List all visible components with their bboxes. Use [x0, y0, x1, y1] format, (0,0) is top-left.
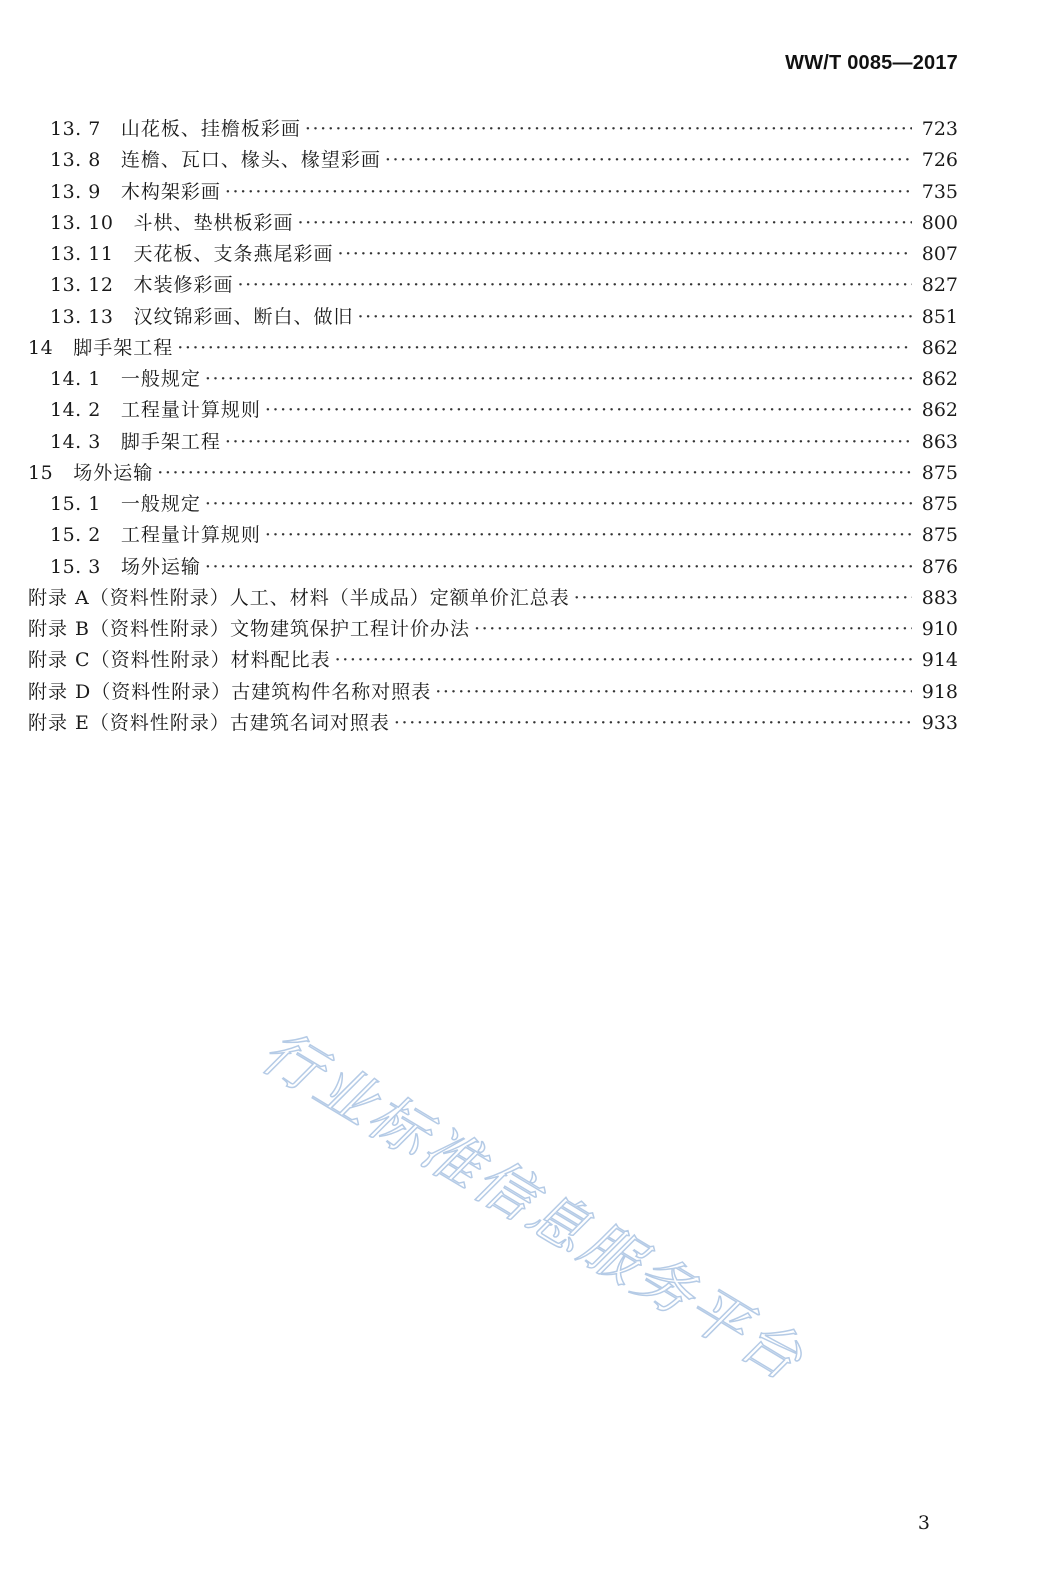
toc-dot-leader	[305, 114, 912, 145]
toc-entry-title: 附录 B（资料性附录）文物建筑保护工程计价办法	[28, 618, 471, 640]
toc-entry-page: 875	[921, 524, 958, 547]
toc-dot-leader	[474, 614, 912, 645]
toc-entry-page: 875	[921, 461, 958, 484]
toc-dot-leader	[265, 520, 912, 551]
toc-entry-number: 13. 7	[50, 118, 101, 140]
toc-dot-leader	[177, 333, 912, 364]
toc-entry-title: 木装修彩画	[133, 274, 234, 297]
toc-entry-page: 827	[921, 274, 958, 297]
toc-entry[interactable]	[0, 552, 958, 583]
toc-dot-leader	[337, 239, 912, 270]
toc-entry-title: 工程量计算规则	[120, 524, 261, 547]
toc-entry-title: 附录 C（资料性附录）材料配比表	[28, 649, 331, 672]
toc-entry-title: 天花板、支条燕尾彩画	[133, 243, 334, 265]
toc-entry-number: 14. 3	[50, 430, 101, 453]
toc-entry[interactable]	[0, 239, 958, 270]
toc-entry[interactable]	[0, 645, 958, 676]
toc-entry-number: 15. 3	[50, 555, 101, 578]
toc-entry[interactable]	[0, 145, 958, 176]
toc-entry-title: 附录 D（资料性附录）古建筑构件名称对照表	[28, 680, 432, 703]
toc-entry[interactable]	[0, 520, 958, 551]
toc-dot-leader	[237, 270, 912, 301]
toc-dot-leader	[205, 364, 912, 395]
toc-entry-title: 场外运输	[73, 461, 154, 484]
toc-entry-page: 862	[921, 336, 958, 359]
toc-entry-title: 脚手架工程	[120, 430, 221, 453]
toc-entry[interactable]	[0, 302, 958, 333]
watermark: 行业标准信息服务平台	[249, 1017, 817, 1395]
toc-entry-page: 914	[921, 649, 958, 672]
toc-entry-number: 14	[28, 336, 54, 359]
toc-dot-leader	[335, 645, 912, 676]
toc-entry[interactable]	[0, 395, 958, 426]
toc-entry-number: 13. 10	[50, 211, 114, 234]
toc-entry-page: 883	[921, 586, 958, 609]
toc-dot-leader	[205, 552, 912, 583]
toc-entry-page: 800	[921, 211, 958, 234]
toc-entry-page: 726	[921, 149, 958, 172]
toc-entry[interactable]	[0, 208, 958, 239]
toc-entry[interactable]	[0, 677, 958, 708]
toc-entry[interactable]	[0, 583, 958, 614]
toc-entry-page: 723	[921, 118, 958, 140]
toc-dot-leader	[357, 302, 912, 333]
toc-entry[interactable]	[0, 333, 958, 364]
toc-entry-title: 一般规定	[120, 368, 201, 390]
toc-entry-title: 脚手架工程	[73, 336, 174, 359]
toc-entry-page: 862	[921, 399, 958, 422]
toc-entry-page: 918	[921, 680, 958, 703]
toc-dot-leader	[265, 395, 912, 426]
toc-entry-title: 场外运输	[120, 555, 201, 578]
toc-entry[interactable]	[0, 708, 958, 739]
toc-entry-page: 933	[921, 711, 958, 734]
toc-entry-title: 木构架彩画	[120, 180, 221, 203]
toc-entry[interactable]	[0, 489, 958, 520]
toc-entry-number: 15. 1	[50, 493, 101, 515]
toc-entry[interactable]	[0, 458, 958, 489]
toc-entry[interactable]	[0, 177, 958, 208]
toc-dot-leader	[225, 177, 912, 208]
toc-entry-number: 13. 9	[50, 180, 101, 203]
toc-entry-title: 附录 A（资料性附录）人工、材料（半成品）定额单价汇总表	[28, 586, 570, 609]
toc-entry-number: 13. 13	[50, 305, 114, 328]
toc-entry-title: 斗栱、垫栱板彩画	[133, 211, 294, 234]
toc-entry[interactable]	[0, 114, 958, 145]
toc-entry-title: 山花板、挂檐板彩画	[120, 118, 301, 140]
toc-entry-page: 735	[921, 180, 958, 203]
toc-entry[interactable]	[0, 614, 958, 645]
toc-entry-number: 13. 8	[50, 149, 101, 172]
toc-entry-page: 862	[921, 368, 958, 390]
toc-entry-number: 13. 12	[50, 274, 114, 297]
toc-dot-leader	[435, 677, 912, 708]
toc-entry-page: 876	[921, 555, 958, 578]
toc-entry-page: 851	[921, 305, 958, 328]
toc-entry-page: 863	[921, 430, 958, 453]
toc-entry-number: 14. 1	[50, 368, 101, 390]
toc-entry-page: 807	[921, 243, 958, 265]
toc-entry-title: 汉纹锦彩画、断白、做旧	[133, 305, 354, 328]
toc-dot-leader	[385, 145, 912, 176]
toc-entry-page: 875	[921, 493, 958, 515]
toc-entry-title: 附录 E（资料性附录）古建筑名词对照表	[28, 711, 390, 734]
toc-dot-leader	[205, 489, 912, 520]
toc-entry-number: 13. 11	[50, 243, 114, 265]
standard-code: WW/T 0085—2017	[785, 52, 958, 74]
toc-entry-number: 14. 2	[50, 399, 101, 422]
toc-entry-title: 一般规定	[120, 493, 201, 515]
toc-dot-leader	[225, 427, 912, 458]
toc-entry-number: 15	[28, 461, 54, 484]
toc-entry[interactable]	[0, 427, 958, 458]
toc-dot-leader	[297, 208, 912, 239]
toc-entry[interactable]	[0, 364, 958, 395]
toc-entry-number: 15. 2	[50, 524, 101, 547]
toc-entry-title: 连檐、瓦口、椽头、椽望彩画	[120, 149, 381, 172]
toc-dot-leader	[574, 583, 912, 614]
toc-entry[interactable]	[0, 270, 958, 301]
page-number: 3	[917, 1512, 930, 1534]
toc-dot-leader	[157, 458, 912, 489]
toc-dot-leader	[394, 708, 912, 739]
toc-entry-title: 工程量计算规则	[120, 399, 261, 422]
toc-entry-page: 910	[921, 618, 958, 640]
